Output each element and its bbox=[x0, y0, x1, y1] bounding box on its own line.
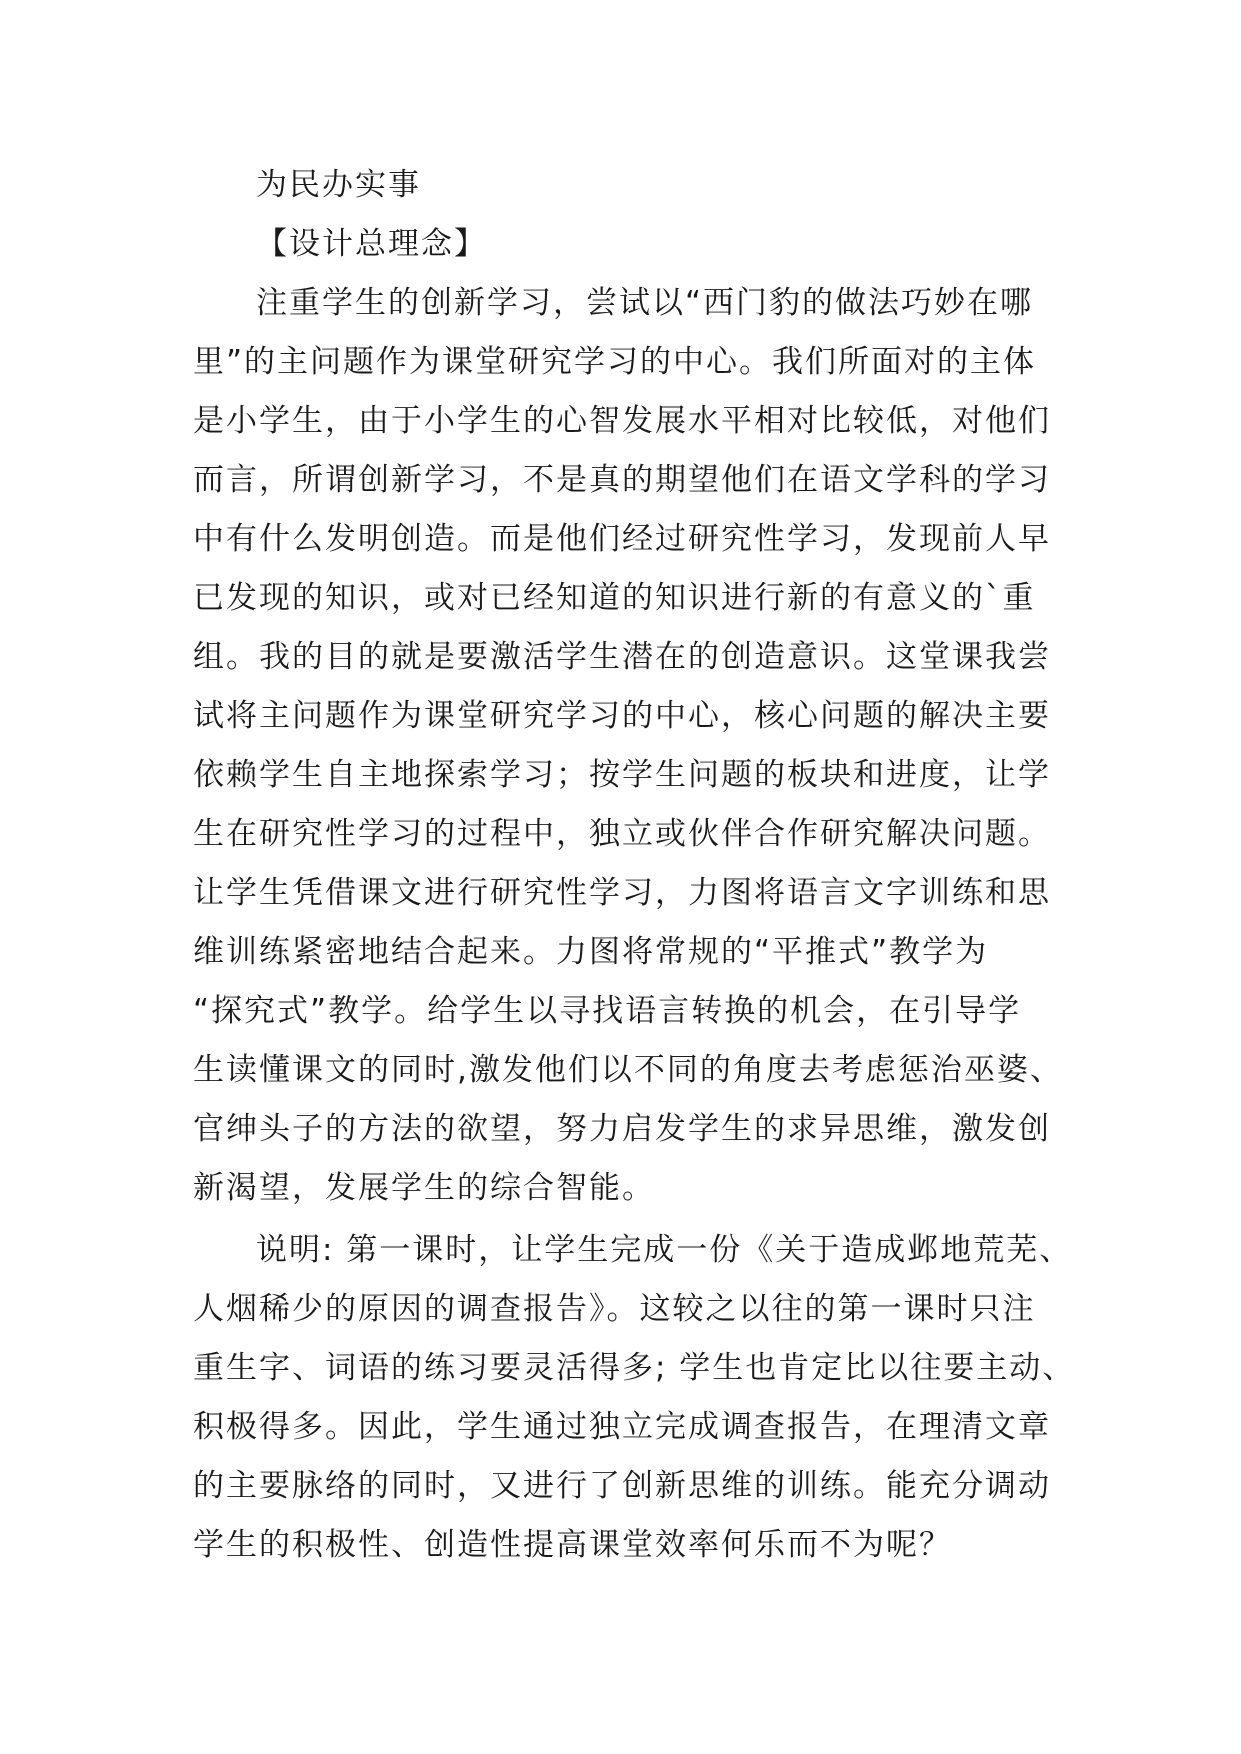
paragraph-line: 而言，所谓创新学习，不是真的期望他们在语文学科的学习 bbox=[193, 462, 1051, 498]
paragraph-line: 新渴望，发展学生的综合智能。 bbox=[193, 1170, 655, 1206]
paragraph-line: 试将主问题作为课堂研究学习的中心，核心问题的解决主要 bbox=[193, 698, 1051, 734]
paragraph-line: 依赖学生自主地探索学习；按学生问题的板块和进度，让学 bbox=[193, 757, 1051, 793]
paragraph-line: 的主要脉络的同时，又进行了创新思维的训练。能充分调动 bbox=[193, 1468, 1051, 1504]
paragraph-line: 是小学生，由于小学生的心智发展水平相对比较低，对他们 bbox=[193, 403, 1051, 439]
document-title: 为民办实事 bbox=[256, 167, 421, 203]
paragraph-line: 已发现的知识，或对已经知道的知识进行新的有意义的`重 bbox=[193, 580, 1036, 616]
paragraph-line: “探究式”教学。给学生以寻找语言转换的机会，在引导学 bbox=[193, 993, 1022, 1029]
paragraph-line: 说明: 第一课时，让学生完成一份《关于造成邺地荒芜、 bbox=[256, 1232, 1073, 1268]
section-heading: 【设计总理念】 bbox=[256, 226, 487, 262]
paragraph-explanation bbox=[193, 1221, 1076, 1575]
paragraph-line: 中有什么发明创造。而是他们经过研究性学习，发现前人早 bbox=[193, 521, 1051, 557]
paragraph-line: 组。我的目的就是要激活学生潜在的创造意识。这堂课我尝 bbox=[193, 639, 1051, 675]
paragraph-line: 生读懂课文的同时,激发他们以不同的角度去考虑惩治巫婆、 bbox=[193, 1052, 1063, 1088]
paragraph-line: 里”的主问题作为课堂研究学习的中心。我们所面对的主体 bbox=[193, 344, 1037, 380]
paragraph-line: 官绅头子的方法的欲望，努力启发学生的求异思维，激发创 bbox=[193, 1111, 1051, 1147]
paragraph-line: 让学生凭借课文进行研究性学习，力图将语言文字训练和思 bbox=[193, 875, 1051, 911]
paragraph-line: 生在研究性学习的过程中，独立或伙伴合作研究解决问题。 bbox=[193, 816, 1051, 852]
paragraph-line: 注重学生的创新学习，尝试以“西门豹的做法巧妙在哪 bbox=[256, 285, 1034, 321]
paragraph-line: 学生的积极性、创造性提高课堂效率何乐而不为呢？ bbox=[193, 1527, 952, 1563]
paragraph-line: 重生字、词语的练习要灵活得多; 学生也肯定比以往要主动、 bbox=[193, 1350, 1076, 1386]
paragraph-line: 人烟稀少的原因的调查报告》。这较之以往的第一课时只注 bbox=[193, 1291, 1036, 1327]
paragraph-line: 积极得多。因此，学生通过独立完成调查报告，在理清文章 bbox=[193, 1409, 1051, 1445]
paragraph-design-concept bbox=[193, 274, 1063, 1218]
document-body bbox=[193, 156, 1076, 1575]
paragraph-line: 维训练紧密地结合起来。力图将常规的“平推式”教学为 bbox=[193, 934, 989, 970]
